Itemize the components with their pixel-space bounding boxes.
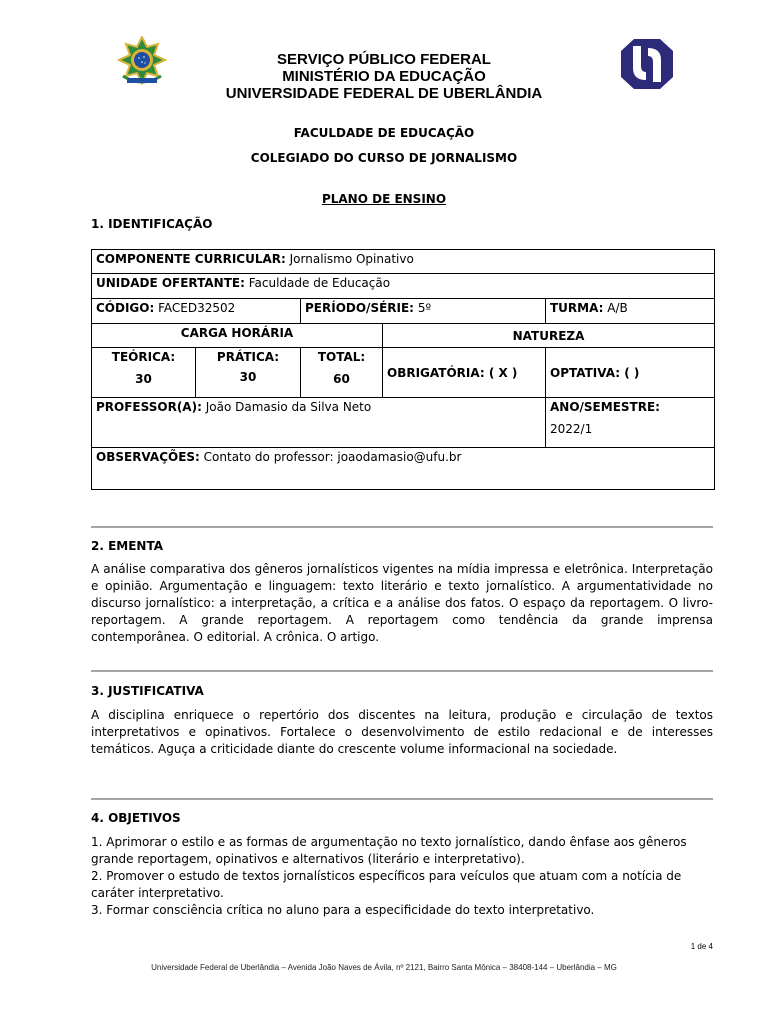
- optativa-cell: OPTATIVA: ( ): [546, 348, 715, 398]
- professor-label: PROFESSOR(A):: [96, 400, 202, 414]
- section-divider: [91, 670, 713, 672]
- ementa-text: A análise comparativa dos gêneros jornalísticos vigentes na mídia impressa e eletrônica. Interpretação e opinião. Argumentação e linguagem: texto literário e texto jornalístico. A argumentatividade no discurso jornalístico: a interpretação, a crítica e a análise dos fatos. O espaço da reportagem. O livro-reportagem. A grande reportagem. A reportagem como tendência da grande imprensa contemporânea. O editorial. A crônica. O artigo.: [91, 562, 713, 644]
- pratica-label: PRÁTICA:: [216, 350, 280, 364]
- obrigatoria-cell: OBRIGATÓRIA: ( X ): [383, 348, 546, 398]
- footer-address: Universidade Federal de Uberlândia – Avenida João Naves de Ávila, nº 2121, Bairro Santa Mônica – 38408-144 – Uberlândia – MG: [151, 963, 617, 972]
- turma-cell: [546, 299, 715, 324]
- codigo-value: FACED32502: [158, 301, 236, 315]
- periodo-label: PERÍODO/SÉRIE:: [305, 301, 414, 315]
- periodo-cell: [301, 299, 546, 324]
- pratica-value: 30: [239, 370, 257, 384]
- codigo-cell: [92, 299, 301, 324]
- teorica-value: 30: [135, 372, 152, 386]
- header-line-1: SERVIÇO PÚBLICO FEDERAL: [277, 51, 491, 68]
- observacoes-cell: [92, 448, 715, 490]
- professor-cell: [92, 398, 546, 448]
- objetivo-item: 1. Aprimorar o estilo e as formas de argumentação no texto jornalístico, dando ênfase aos gêneros grande reportagem, opinativos e alternativos (literário e interpretativo).: [91, 835, 687, 866]
- unidade-label: UNIDADE OFERTANTE:: [96, 276, 245, 290]
- unidade-cell: [92, 274, 715, 299]
- section-divider: [91, 526, 713, 528]
- objetivo-item: 3. Formar consciência crítica no aluno para a especificidade do texto interpretativo.: [91, 903, 595, 917]
- justificativa-text: A disciplina enriquece o repertório dos discentes na leitura, produção e circulação de textos interpretativos e opinativos. Fortalece o desenvolvimento de estilo redacional e de interesses temáticos. Aguça a criticidade diante do crescente volume informacional na sociedade.: [91, 708, 713, 756]
- section-heading-identificacao: 1. IDENTIFICAÇÃO: [91, 217, 213, 231]
- observacoes-value: Contato do professor: joaodamasio@ufu.br: [203, 450, 462, 464]
- carga-horaria-header: CARGA HORÁRIA: [92, 324, 383, 348]
- section-heading-ementa: 2. EMENTA: [91, 539, 164, 553]
- faculty-name: FACULDADE DE EDUCAÇÃO: [293, 126, 475, 140]
- ano-semestre-value: 2022/1: [550, 422, 593, 436]
- natureza-header: NATUREZA: [383, 324, 715, 348]
- section-heading-objetivos: 4. OBJETIVOS: [91, 811, 181, 825]
- componente-cell: [92, 250, 715, 274]
- teorica-cell: [92, 348, 196, 398]
- componente-label: COMPONENTE CURRICULAR:: [96, 252, 286, 266]
- objetivos-list: [91, 834, 713, 919]
- pratica-cell: [196, 348, 301, 398]
- ano-semestre-label: ANO/SEMESTRE:: [550, 400, 660, 414]
- unidade-value: Faculdade de Educação: [248, 276, 391, 290]
- turma-label: TURMA:: [550, 301, 604, 315]
- total-label: TOTAL:: [317, 350, 366, 364]
- ano-semestre-cell: [546, 398, 715, 448]
- turma-value: A/B: [607, 301, 628, 315]
- section-heading-justificativa: 3. JUSTIFICATIVA: [91, 684, 204, 698]
- document-title: PLANO DE ENSINO: [321, 192, 447, 206]
- identification-table: [91, 249, 715, 490]
- page-number: 1 de 4: [690, 942, 713, 951]
- teorica-label: TEÓRICA:: [111, 350, 176, 364]
- collegiate-name: COLEGIADO DO CURSO DE JORNALISMO: [250, 151, 518, 165]
- codigo-label: CÓDIGO:: [96, 301, 155, 315]
- header-line-2: MINISTÉRIO DA EDUCAÇÃO: [282, 68, 486, 85]
- professor-value: João Damasio da Silva Neto: [205, 400, 372, 414]
- objetivo-item: 2. Promover o estudo de textos jornalísticos específicos para veículos que atuam com a notícia de caráter interpretativo.: [91, 869, 682, 900]
- periodo-value: 5º: [417, 301, 432, 315]
- header-line-3: UNIVERSIDADE FEDERAL DE UBERLÂNDIA: [225, 85, 543, 102]
- total-cell: [301, 348, 383, 398]
- total-value: 60: [333, 372, 350, 386]
- section-divider: [91, 798, 713, 800]
- componente-value: Jornalismo Opinativo: [289, 252, 414, 266]
- observacoes-label: OBSERVAÇÕES:: [96, 450, 200, 464]
